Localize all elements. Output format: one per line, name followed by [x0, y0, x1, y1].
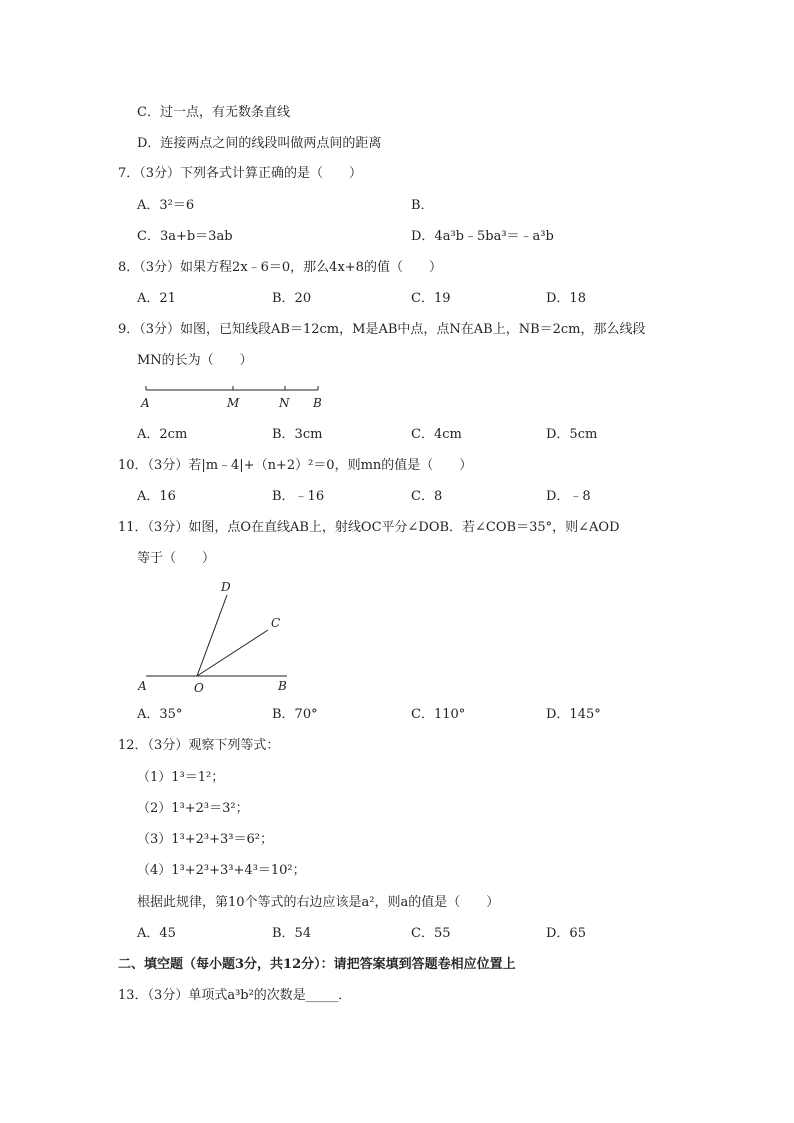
q8-option-b: B．20	[272, 291, 312, 306]
q11-label-a: A	[138, 679, 147, 693]
q9-label-m: M	[227, 396, 240, 410]
q9-label-b: B	[313, 396, 322, 410]
q9-option-c: C．4cm	[411, 427, 462, 442]
q8-option-c: C．19	[411, 291, 451, 306]
q10-option-c: C．8	[411, 489, 443, 504]
q10-stem: 10．（3分）若|m﹣4|+（n+2）²＝0，则mn的值是（ ）	[118, 458, 473, 473]
q11-stem-line2: 等于（ ）	[137, 551, 216, 566]
q9-segment-figure	[135, 380, 335, 414]
q8-option-d: D．18	[546, 291, 586, 306]
q12-option-a: A．45	[137, 926, 176, 941]
q11-label-o: O	[194, 681, 204, 695]
section2-header: 二、填空题（每小题3分，共12分）：请把答案填到答题卷相应位置上	[118, 957, 516, 972]
q9-label-n: N	[279, 396, 290, 410]
q10-option-a: A．16	[137, 489, 176, 504]
q9-stem-line2: MN的长为（ ）	[137, 353, 253, 368]
q11-option-c: C．110°	[411, 707, 466, 722]
q12-option-c: C．55	[411, 926, 451, 941]
q11-stem-line1: 11．（3分）如图，点O在直线AB上，射线OC平分∠DOB．若∠COB＝35°，则∠AOD	[118, 520, 620, 535]
q10-option-d: D．﹣8	[546, 489, 591, 504]
q9-option-a: A．2cm	[137, 427, 188, 442]
q12-option-d: D．65	[546, 926, 586, 941]
q11-option-a: A．35°	[137, 707, 183, 722]
q11-option-d: D．145°	[546, 707, 601, 722]
q7-option-b: B．	[411, 198, 434, 213]
q12-option-b: B．54	[272, 926, 312, 941]
q9-option-b: B．3cm	[272, 427, 323, 442]
q13-stem: 13．（3分）单项式a³b²的次数是_____．	[118, 988, 352, 1003]
q7-stem: 7．（3分）下列各式计算正确的是（ ）	[118, 166, 363, 181]
q11-label-d: D	[221, 580, 231, 594]
q11-label-b: B	[278, 679, 287, 693]
q11-option-b: B．70°	[272, 707, 318, 722]
q12-eq-3: （3）1³+2³+3³＝6²；	[137, 832, 273, 847]
q9-label-a: A	[141, 396, 150, 410]
q11-angle-figure	[135, 575, 305, 700]
q9-option-d: D．5cm	[546, 427, 598, 442]
q11-label-c: C	[271, 616, 281, 630]
q7-option-c: C．3a+b＝3ab	[137, 229, 233, 244]
q12-eq-1: （1）1³＝1²；	[137, 770, 225, 785]
q7-option-d: D．4a³b﹣5ba³＝﹣a³b	[411, 229, 554, 244]
q6-option-c: C．过一点，有无数条直线	[137, 105, 290, 120]
q10-option-b: B．﹣16	[272, 489, 325, 504]
q12-conclusion: 根据此规律，第10个等式的右边应该是a²，则a的值是（ ）	[137, 895, 500, 910]
q8-stem: 8．（3分）如果方程2x﹣6＝0，那么4x+8的值（ ）	[118, 260, 442, 275]
q12-eq-4: （4）1³+2³+3³+4³＝10²；	[137, 863, 306, 878]
q12-eq-2: （2）1³+2³＝3²；	[137, 801, 249, 816]
q6-option-d: D．连接两点之间的线段叫做两点间的距离	[137, 136, 382, 151]
q12-stem: 12．（3分）观察下列等式：	[118, 738, 280, 753]
q7-option-a: A．3²＝6	[137, 198, 195, 213]
q8-option-a: A．21	[137, 291, 176, 306]
q9-stem-line1: 9．（3分）如图，已知线段AB＝12cm，M是AB中点，点N在AB上，NB＝2cm，那么线段	[118, 322, 646, 337]
